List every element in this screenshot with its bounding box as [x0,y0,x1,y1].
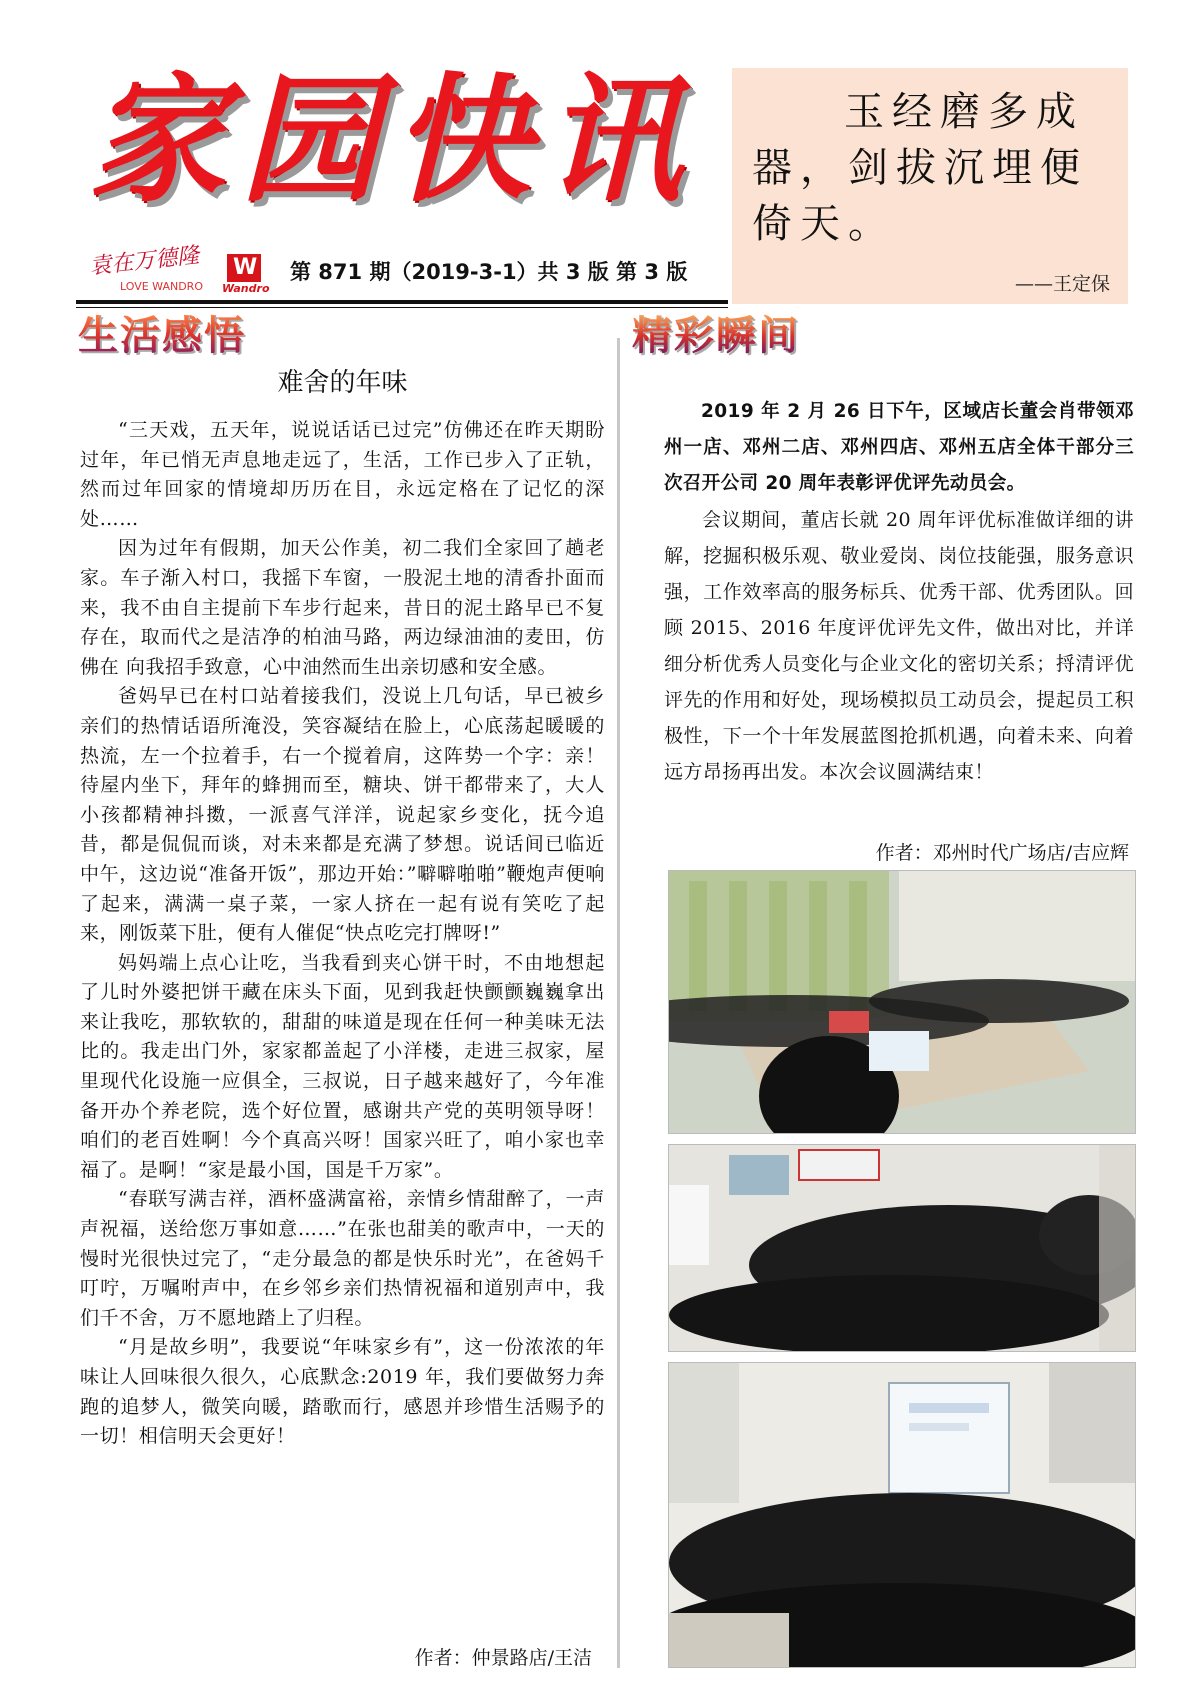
article-paragraph: 因为过年有假期，加天公作美，初二我们全家回了趟老家。车子渐入村口，我摇下车窗，一股泥土地的清香扑面而来，我不由自主提前下车步行起来，昔日的泥土路早已不复存在，取而代之是洁净的柏油马路，两边绿油油的麦田，仿佛在 向我招手致意，心中油然而生出亲切感和安全感。 [80,537,605,678]
column-divider [617,338,620,1668]
company-signature-logo: 袁在万德隆 [88,243,201,280]
wandro-logo-icon: W [227,254,261,282]
article-paragraph: “三天戏，五天年，说说话话已过完”仿佛还在昨天期盼过年，年已悄无声息地走远了，生活，工作已步入了正轨，然而过年回家的情境却历历在目，永远定格在了记忆的深处…… [80,419,605,530]
wandro-logo [222,254,270,302]
quote-box [732,68,1128,304]
quote-author: ——王定保 [1014,273,1110,295]
article-paragraph: 妈妈端上点心让吃，当我看到夹心饼干时，不由地想起了儿时外婆把饼干藏在床头下面，见到我赶快颤颤巍巍拿出来让我吃，那软软的，甜甜的味道是现在任何一种美味无法比的。我走出门外，家家都盖起了小洋楼，走进三叔家，屋里现代化设施一应俱全，三叔说，日子越来越好了，今年准备开办个养老院，选个好位置，感谢共产党的英明领导呀！咱们的老百姓啊！今个真高兴呀！国家兴旺了，咱小家也幸福了。是啊！“家是最小国，国是千万家”。 [80,951,605,1181]
article-paragraph: “春联写满吉祥，酒杯盛满富裕，亲情乡情甜醉了，一声声祝福，送给您万事如意……”在张也甜美的歌声中，一天的慢时光很快过完了，“走分最急的都是快乐时光”，在爸妈千叮咛，万嘱咐声中，在乡邻乡亲们热情祝福和道别声中，我们千不舍，万不愿地踏上了归程。 [80,1188,605,1329]
article-author: 作者：仲景路店/王洁 [414,1647,592,1669]
article-paragraph: 爸妈早已在村口站着接我们，没说上几句话，早已被乡亲们的热情话语所淹没，笑容凝结在脸上，心底荡起暖暖的热流，左一个拉着手，右一个搅着肩，这阵势一个字：亲！待屋内坐下，拜年的蜂拥而至，糖块、饼干都带来了，大人小孩都精神抖擞，一派喜气洋洋，说起家乡变化，抚今追昔，都是侃侃而谈，对未来都是充满了梦想。说话间已临近中午，这边说“准备开饭”，那边开始：”噼噼啪啪”鞭炮声便响了起来，满满一桌子菜，一家人挤在一起有说有笑吃了起来，刚饭菜下肚，便有人催促“快点吃完打牌呀!” [80,685,605,945]
masthead-title: 家园快讯 [88,58,697,221]
article-paragraph: “月是故乡明”，我要说“年味家乡有”，这一份浓浓的年味让人回味很久很久，心底默念:2019 年，我们要做努力奔跑的追梦人，微笑向暖，踏歌而行，感恩并珍惜生活赐予的一切！相信明天会更好！ [80,1336,605,1448]
wandro-logo-text: Wandro [222,282,270,295]
article-title: 难舍的年味 [277,368,408,398]
masthead-rule [76,300,728,304]
news-body [664,394,1134,790]
section-heading-life: 生活感悟 [78,313,246,359]
section-heading-moments: 精彩瞬间 [632,313,800,359]
news-paragraph: 会议期间，董店长就 20 周年评优标准做详细的讲解，挖掘积极乐观、敬业爱岗、岗位技能强，服务意识强，工作效率高的服务标兵、优秀干部、优秀团队。回顾 2015、2016 年度评优评先文件，做出对比，并详细分析优秀人员变化与企业文化的密切关系；捋清评优评先的作用和好处，现场模拟员工动员会，提起员工积极性，下一个十年发展蓝图抢抓机遇，向着未来、向着远方昂扬再出发。本次会议圆满结束！ [664,509,1134,783]
meeting-photo-2 [668,1144,1136,1352]
masthead-rule-thin [76,307,728,308]
news-lead-paragraph: 2019 年 2 月 26 日下午，区域店长董会肖带领邓州一店、邓州二店、邓州四店、邓州五店全体干部分三次召开公司 20 周年表彰评优评先动员会。 [664,401,1134,494]
quote-text: 玉经磨多成器，剑拔沉埋便倚天。 [752,89,1088,247]
news-author: 作者：邓州时代广场店/吉应辉 [875,842,1129,864]
meeting-photo-3 [668,1362,1136,1668]
meeting-photo-1 [668,870,1136,1134]
issue-info: 第 871 期（2019-3-1）共 3 版 第 3 版 [290,260,688,284]
article-body [80,416,605,1452]
logo-tagline: LOVE WANDRO [120,280,203,293]
